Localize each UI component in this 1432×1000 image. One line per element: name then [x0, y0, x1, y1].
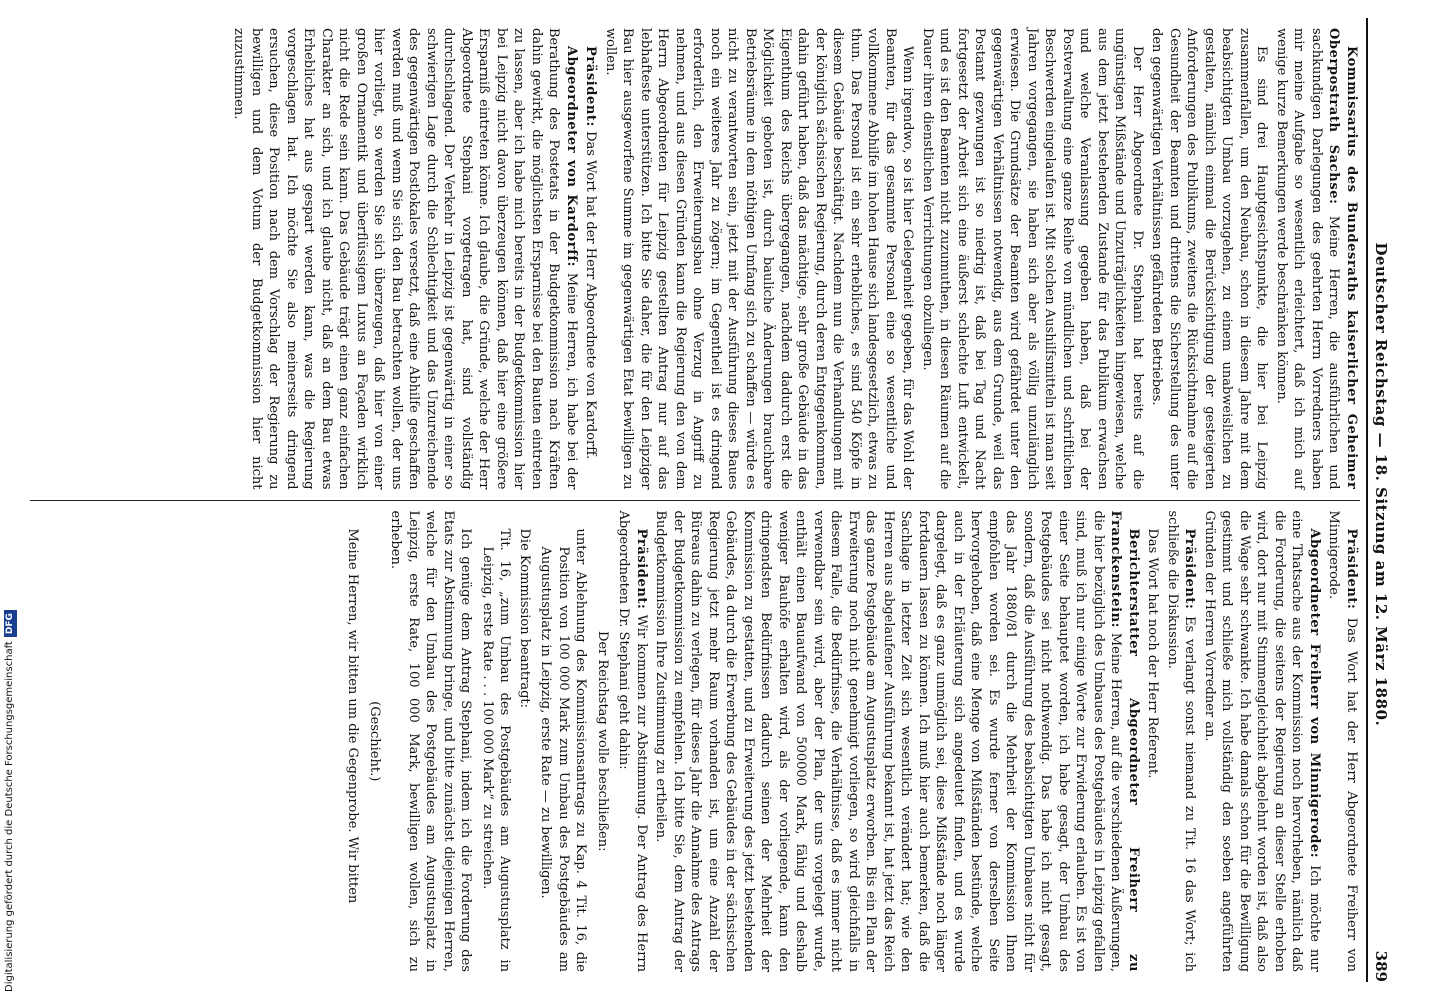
paragraph — [1273, 28, 1361, 490]
paragraph-text: Meine Herren, ich habe bei der Berathung des Postetats in der Budgetkommission nach Kräften dahin gewirkt, die möglichsten Ersparnisse bei den Bauten eintreten zu lassen, aber ich habe mich bereits in der Budgetkommission hier bei Leipzig nicht davon überzeugen können, daß hier eine größere Ersparniß eintreten könne. Ich glaube, die Gründe, welche der Herr Abgeordnete Stephani vorgetragen hat, sind vollständig durchschlagend. Der Verkehr in Leipzig ist gegenwärtig in einer so schwierigen Lage durch die Schlechtigkeit und das Unzureichende des gegenwärtigen Postlokales versetzt, daß eine Abhilfe geschaffen werden muß und wenn Sie sich den Bau betrachten wollen, der uns hier vorliegt, so werden Sie sich überzeugen, daß hier von einer großen Ornamentik und überflüssigem Luxus an Façaden wirklich nicht die Rede sein kann. Das Gebäude trägt einen ganz einfachen Charakter an sich, und ich glaube nicht, daß an dem Bau etwas Erhebliches hat aus gespart werden kann, was die Regierung vorgeschlagen hat. Ich möchte Sie also meinerseits dringend ersuchen, diese Position nach dem Vorschlag der Regierung zu bewilligen und dem Votum der Budgetkommission hier nicht zuzustimmen. — [231, 28, 579, 490]
paragraph — [479, 528, 514, 973]
text-columns — [30, 18, 1360, 982]
paragraph-text: (Geschieht.) — [367, 701, 382, 782]
paragraph — [387, 511, 475, 973]
paragraph-text: Das Wort hat der Herr Abgeordnete von Kardorff. — [583, 131, 599, 460]
speaker-name: Abgeordneter Freiherr von Minnigerode: — [1307, 528, 1322, 859]
speaker-name: Präsident: — [634, 528, 649, 610]
paragraph-text: Wir kommen zur Abstimmung. Der Antrag des Herrn Abgeordneten Dr. Stephani geht dahin: — [616, 510, 649, 972]
paragraph — [230, 28, 580, 490]
page-number: 389 — [1372, 950, 1390, 982]
paragraph — [594, 511, 612, 973]
paragraph-text: Es sind drei Hauptgesichtspunkte, die hier bei Leipzig zusammenfallen, um den Neubau, schon in diesem Jahre mit dem beabsichtigten Umbau vorzugehen, zu einem unabweislichen zu gestalten, nämlich einmal die Berücksichtigung der gesteigerten Anforderungen des Publikums, zweitens die Rücksichtnahme auf die Gesundheit der Beamten und drittens die Sicherstellung des unter den gegenwärtigen Verhältnissen gefährdeten Betriebes. — [1149, 28, 1270, 490]
paragraph — [344, 511, 362, 973]
speaker-name: Kommissarius des Bundesraths kaiserlicher Geheimer Oberpostrath Sachse: — [1326, 28, 1359, 490]
dfg-logo-icon: DFG — [4, 610, 17, 637]
paragraph — [1148, 28, 1271, 490]
paragraph-text: Der Reichstag wolle beschließen: — [595, 631, 610, 852]
paragraph-text: Ich genüge dem Antrag Stephani, indem ich die Forderung des Etats zur Abstimmung bringe, und bitte zunächst diejenigen Herren, welche für den Umbau des Postgebäudes am Augustusplatz in Leipzig, erste Rate, 100 000 Mark, bewilligen wollen, sich zu erheben. — [388, 510, 474, 972]
paragraph — [582, 28, 600, 490]
paragraph — [652, 511, 1142, 973]
speaker-name: Abgeordneter von Kardorff: — [564, 46, 579, 267]
paragraph-text: Die Kommission beantragt: — [517, 528, 532, 708]
paragraph — [1325, 511, 1360, 973]
digitization-credit — [2, 600, 18, 1000]
right-column — [30, 501, 1360, 983]
paragraph — [537, 528, 590, 973]
paragraph-text: Meine Herren, wir bitten um die Gegenprobe. Wir bitten — [345, 528, 361, 904]
paragraph-text: Es verlangt sonst niemand zu Tit. 16 das Wort; ich schließe die Diskussion. — [1165, 510, 1198, 972]
paragraph-text: Tit. 16, „zum Umbau des Postgebäudes am Augustusplatz in Leipzig, erste Rate . . . 100 000 Mark“ zu streichen. — [480, 528, 513, 972]
paragraph-text: Meine Herren, die ausführlichen und sachkundigen Darlegungen des geehrten Herrn Vorredners haben mir meine Aufgabe so wesentlich erleichtert, daß ich mich auf wenige kurze Bemerkungen werde beschränken können. — [1274, 28, 1342, 490]
paragraph — [366, 511, 384, 973]
paragraph — [919, 28, 1147, 490]
digitization-note: Digitalisierung gefördert durch die Deutsche Forschungsgemeinschaft — [4, 641, 15, 992]
paragraph-text: Meine Herren, auf die verschiedenen Äußerungen, die hier bezüglich des Umbaues des Postgebäudes in Leipzig gefallen sind, muß ich nur einige Worte zur Erwiderung erlauben. Es ist von einer Seite behauptet worden, ich habe gesagt, der Umbau des Postgebäudes sei nicht nothwendig. Das habe ich nicht gesagt, sondern, daß die Ausführung des beabsichtigten Umbaues nicht für das Jahr 1880/81 durch die Mehrheit der Kommission Ihnen empfohlen worden sei. Es wurde ferner von derselben Seite hervorgehoben, daß eine Menge von Mißständen bestünde, welche auch in der Erläuterung sich angedeutet finden, und es wurde dargelegt, daß es ganz unmöglich sei, diese Mißstände noch länger fortdauern lassen zu können. Ich muß hier auch bemerken, daß die Sachlage in letzter Zeit sich wesentlich verändert hat; wie den Herren aus abgelaufener Ausführung bekannt ist, hat jetzt das Reich das ganze Postgebäude am Augustusplatz erworben. Bis ein Plan der Erweiterung noch nicht genehmigt vorliegen, so wird gleichfalls in diesem Falle, die Bedürfnisse, die Verhältnisse, daß es immer nicht verwendbar sein wird, aber der Plan, der uns vorgelegt wurde, enthält einen Bauaufwand von 500000 Mark, fähig und deshalb weniger Bauhöfe erhalten wird, als der vorliegende, kann den dringendsten Bedürfnissen dadurch seinen der Mehrheit der Kommission zu gestatten, und zu Erweiterung des jetzt bestehenden Gebäudes, da durch die Erwerbung des Gebäudes in der sächsischen Regierung jetzt mehr Raum vorhanden ist, um eine Anzahl der Büreaus dahin zu verlegen, für dieses Jahr die Annahme des Antrags der Budgetkommission zu empfehlen. Ich bitte Sie, dem Antrag der Budgetkommission Ihre Zustimmung zu ertheilen. — [653, 510, 1124, 972]
speaker-name: Berichterstatter Abgeordneter Freiherr zu Franckenstein: — [1108, 510, 1141, 972]
paragraph — [1144, 511, 1162, 973]
paragraph-text: Wenn irgendwo, so ist hier Gelegenheit gegeben, für das Wohl der Beamten, für das gesammte Personal eine so wesentliche und vollkommene Abhilfe im hohen Hause sich landesgesetzlich, etwas zu thun. Das Personal ist ein sehr erhebliches, es sind 540 Köpfe in diesem Gebäude beschäftigt. Nachdem nun die Verhandlungen mit der königlich sächsischen Regierung, durch deren Entgegenkommen, dahin geführt haben, daß das mächtige, sehr große Gebäude in das Eigenthum des Reichs übergegangen, nachdem dadurch erst die Möglichkeit geboten ist, durch bauliche Änderungen brauchbare Betriebsräume in dem nöthigen Umfang sich zu schaffen — würde es nicht zu verantworten sein, jetzt mit der Ausführung dieses Baues noch ein weiteres Jahr zu zögern; im Gegentheil ist es dringend erforderlich, den Erweiterungsbau ohne Verzug in Angriff zu nehmen, und aus diesen Gründen kann die Regierung den von dem Herrn Abgeordneten für Leipzig gestellten Antrag nur auf das lebhafteste unterstützen. Ich bitte Sie daher, die für den Leipziger Bau hier ausgeworfene Summe im gegenwärtigen Etat bewilligen zu wollen. — [603, 28, 916, 490]
paragraph-text: Der Herr Abgeordnete Dr. Stephani hat bereits auf die ungünstigen Mißstände und Unzuträglichkeiten hingewiesen, welche aus dem jetzt bestehenden Zustande für das Publikum erwachsen und welche Veranlassung gegeben haben, daß bei der Postverwaltung eine ganze Reihe von mündlichen und schriftlichen Beschwerden eingelaufen ist. Mit solchen Aushilfsmitteln ist man seit Jahren vorgegangen, sie haben sich aber als völlig unzulänglich erwiesen. Die Grundsätze der Beamten wird gefährdet unter den gegenwärtigen Verhältnissen notwendig, aus dem Grunde, weil das Postamt gezwungen ist so niedrig ist, daß bei Tag und Nacht fortgesetzt der Arbeit sich eine äußerst schlechte Luft entwickelt, und es ist den Beamten nicht zuzumuthen, in diesen Räumen auf die Dauer ihren dienstlichen Verrichtungen obzuliegen. — [920, 28, 1145, 490]
speaker-name: Präsident: — [1182, 528, 1198, 610]
paragraph — [602, 28, 917, 490]
paragraph — [615, 511, 650, 973]
page-header — [1366, 18, 1394, 982]
paragraph — [516, 511, 534, 973]
page-title: Deutscher Reichstag — 18. Sitzung am 12. März 1880. — [1372, 242, 1390, 727]
paragraph — [1164, 511, 1199, 973]
paragraph — [1201, 511, 1324, 973]
left-column — [30, 18, 1360, 500]
paragraph-text: Ich möchte nur eine Thatsache aus der Kommission noch hervorheben, nämlich daß die Forderung, die seitens der Regierung an dieser Stelle erhoben wird, dort nur mit Stimmengleichheit abgelehnt worden ist, daß also die Wage sehr schwankte. Ich habe damals schon für die Bewilligung gestimmt und schließe mich vollständig den soeben angeführten Gründen der Herren Vorredner an. — [1202, 510, 1322, 972]
paragraph-text: Das Wort hat der Herr Abgeordnete Freiherr von Minnigerode. — [1326, 510, 1359, 972]
paragraph-text: Das Wort hat noch der Herr Referent. — [1145, 528, 1161, 779]
speaker-name: Präsident: — [1344, 528, 1359, 610]
paragraph-text: unter Ablehnung des Kommissionsantrags zu Kap. 4 Tit. 16, die Position von 100 000 Mark zum Umbau des Postgebäudes am Augustusplatz in Leipzig, erste Rate — zu bewilligen. — [538, 528, 589, 972]
speaker-name: Präsident: — [583, 46, 599, 127]
